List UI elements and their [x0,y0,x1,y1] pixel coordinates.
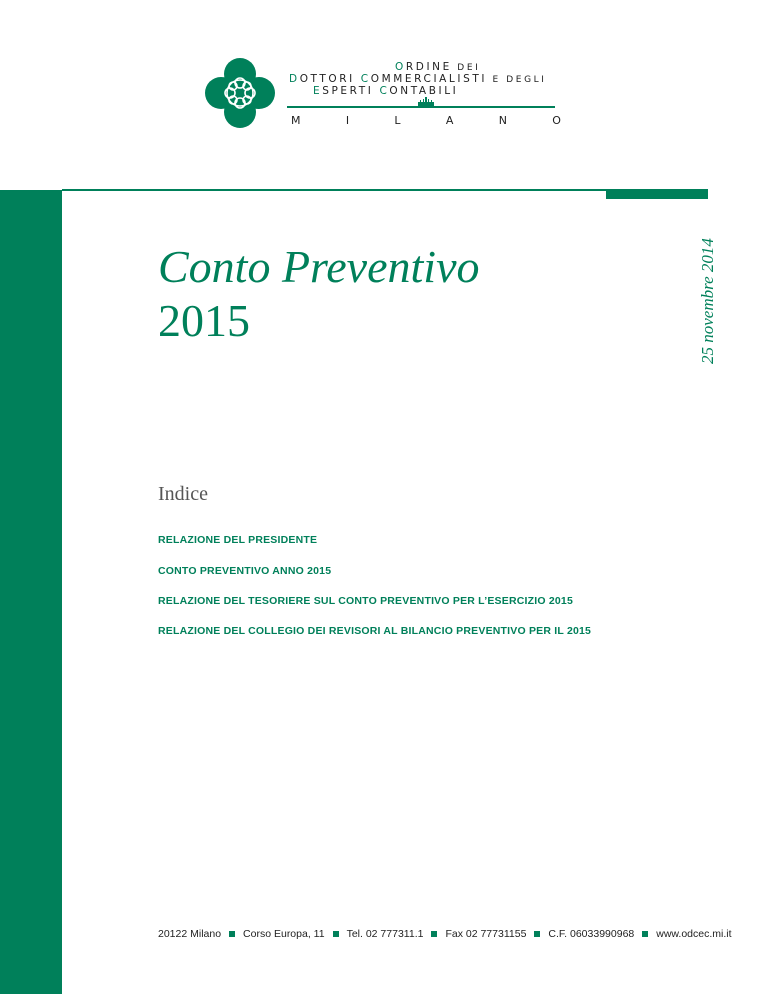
logo-city: M I L A N O [291,114,561,127]
footer-website[interactable]: www.odcec.mi.it [656,928,732,940]
square-bullet-icon [333,931,339,937]
footer-fax: Fax 02 77731155 [445,928,527,940]
footer-phone: Tel. 02 777311.1 [346,928,424,940]
footer-city: 20122 Milano [158,928,222,940]
index-item[interactable]: RELAZIONE DEL PRESIDENTE [158,534,318,546]
logo [205,55,565,135]
logo-line-ordine: ORDINE DEI [395,61,481,73]
index-item[interactable]: RELAZIONE DEL TESORIERE SUL CONTO PREVENTIVO PER L’ESERCIZIO 2015 [158,595,573,607]
logo-divider [287,106,555,108]
square-bullet-icon [642,931,648,937]
cathedral-icon [418,97,434,106]
logo-line-dottori: DOTTORI COMMERCIALISTI E DEGLI [289,73,547,85]
footer-address: Corso Europa, 11 [243,928,325,940]
side-bar [0,190,62,994]
document-title [158,240,479,348]
square-bullet-icon [229,931,235,937]
footer-contacts [158,928,732,940]
document-date: 25 novembre 2014 [698,238,717,364]
square-bullet-icon [534,931,540,937]
logo-line-esperti: ESPERTI CONTABILI [313,85,459,97]
title-line-1: Conto Preventivo [158,241,480,292]
index-item[interactable]: CONTO PREVENTIVO ANNO 2015 [158,565,332,577]
top-divider-accent [606,189,708,199]
square-bullet-icon [431,931,437,937]
footer-tax-code: C.F. 06033990968 [548,928,635,940]
title-line-2: 2015 [158,295,250,346]
top-divider [62,189,606,191]
index-heading: Indice [158,483,208,505]
logo-emblem-icon [205,58,275,128]
index-item[interactable]: RELAZIONE DEL COLLEGIO DEI REVISORI AL BILANCIO PREVENTIVO PER IL 2015 [158,625,592,637]
